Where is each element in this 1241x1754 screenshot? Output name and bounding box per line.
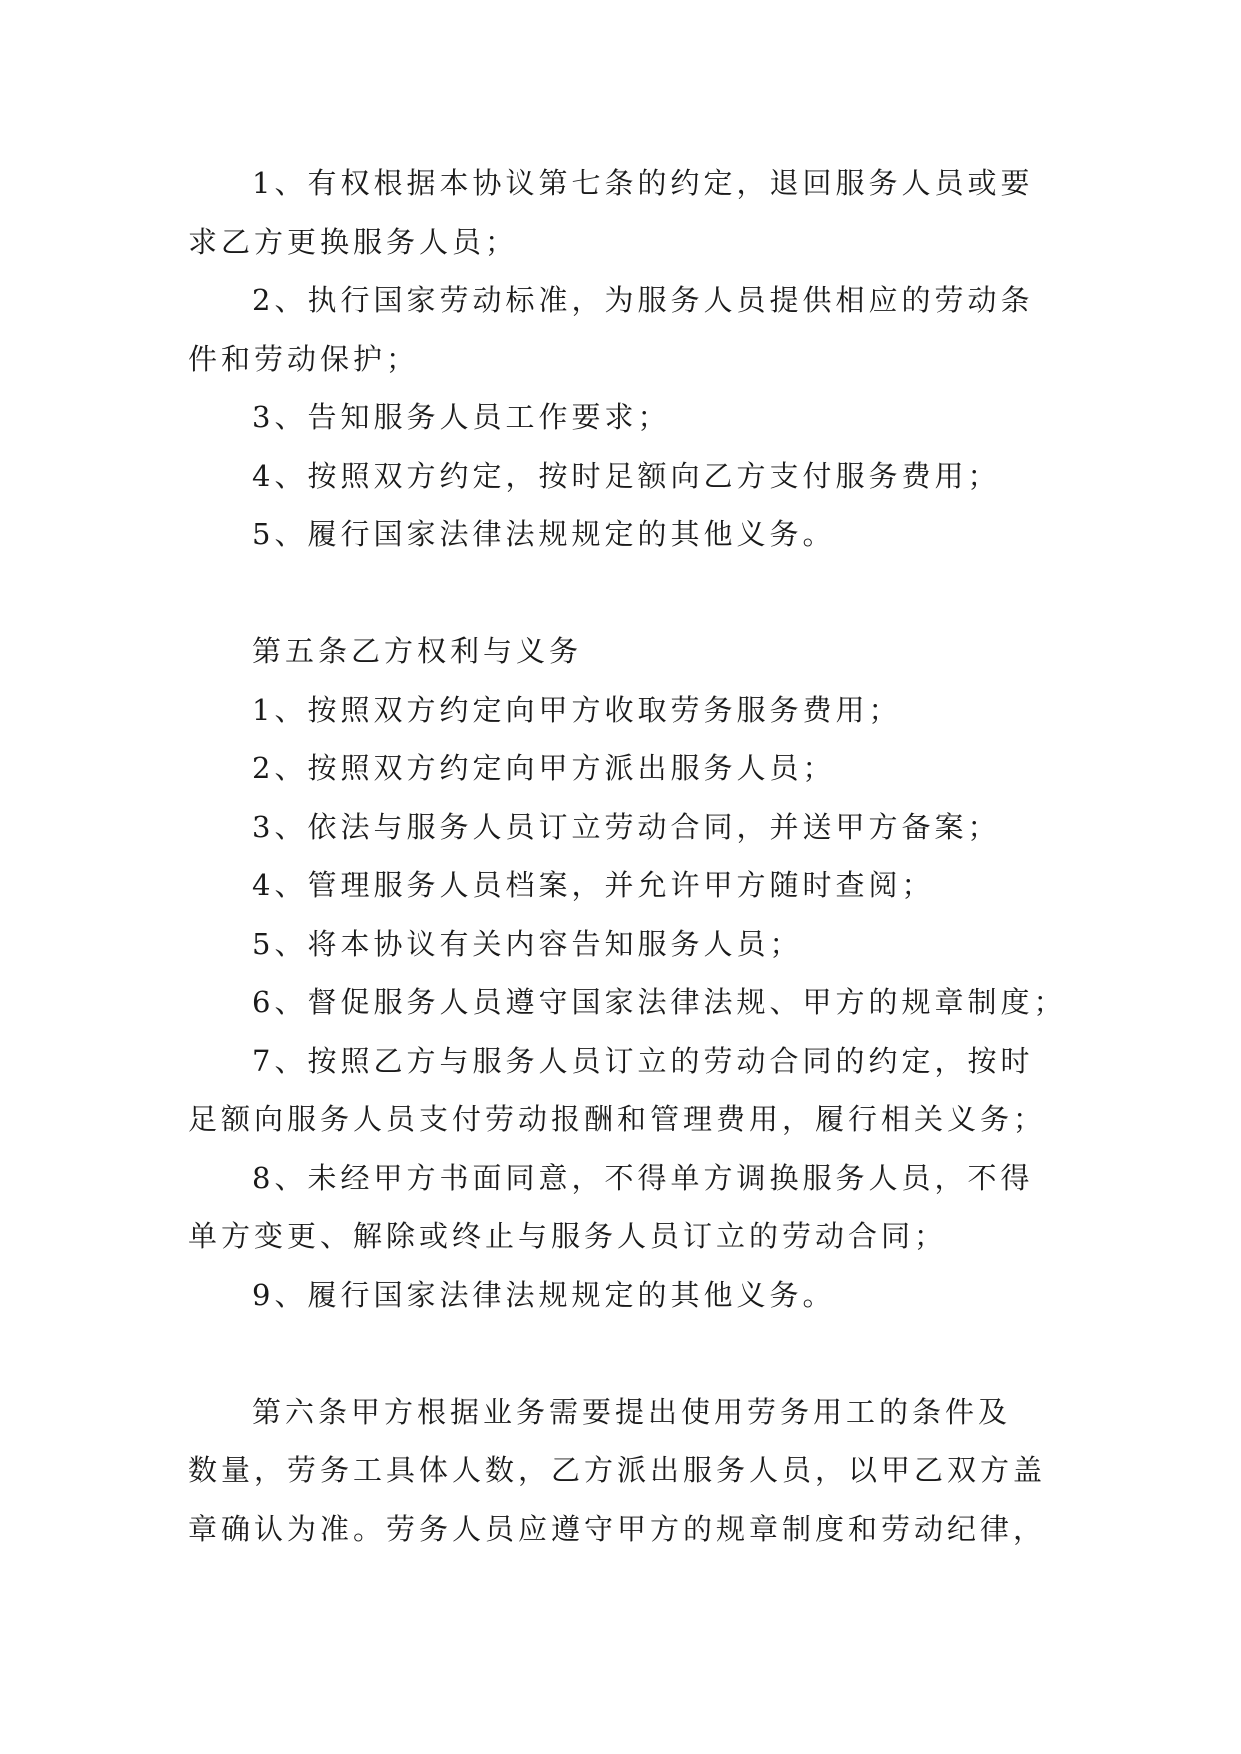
paragraph-line: 单方变更、解除或终止与服务人员订立的劳动合同； [188,1219,948,1253]
paragraph-line: 4、管理服务人员档案，并允许甲方随时查阅； [252,868,935,902]
paragraph-line: 足额向服务人员支付劳动报酬和管理费用，履行相关义务； [188,1102,1047,1136]
paragraph-line: 4、按照双方约定，按时足额向乙方支付服务费用； [252,458,1001,493]
paragraph-line: 5、将本协议有关内容告知服务人员； [252,926,803,961]
paragraph-line: 9、履行国家法律法规规定的其他义务。 [252,1277,836,1312]
paragraph-line: 求乙方更换服务人员； [188,224,519,259]
paragraph-line: 8、未经甲方书面同意，不得单方调换服务人员，不得 [252,1160,1034,1195]
section-spacer [188,1324,1068,1383]
paragraph-line: 5、履行国家法律法规规定的其他义务。 [252,517,836,551]
paragraph-line: 件和劳动保护； [188,341,420,376]
paragraph-line: 数量，劳务工具体人数，乙方派出服务人员，以甲乙双方盖 [188,1453,1047,1487]
paragraph-line: 3、告知服务人员工作要求； [252,400,671,434]
section-spacer [188,564,1068,623]
document-body [188,154,1068,1558]
paragraph-line: 3、依法与服务人员订立劳动合同，并送甲方备案； [252,809,1001,844]
paragraph-line: 6、督促服务人员遵守国家法律法规、甲方的规章制度； [252,985,1067,1019]
paragraph-line: 1、有权根据本协议第七条的约定，退回服务人员或要 [252,166,1034,200]
paragraph-line: 2、按照双方约定向甲方派出服务人员； [252,751,836,785]
paragraph-line: 7、按照乙方与服务人员订立的劳动合同的约定，按时 [252,1043,1034,1078]
paragraph-line: 1、按照双方约定向甲方收取劳务服务费用； [252,692,902,727]
paragraph-line: 第六条甲方根据业务需要提出使用劳务用工的条件及 [252,1394,1012,1429]
paragraph-line: 章确认为准。劳务人员应遵守甲方的规章制度和劳动纪律， [188,1511,1047,1546]
paragraph-line: 2、执行国家劳动标准，为服务人员提供相应的劳动条 [252,283,1034,317]
section-heading: 第五条乙方权利与义务 [252,634,583,668]
